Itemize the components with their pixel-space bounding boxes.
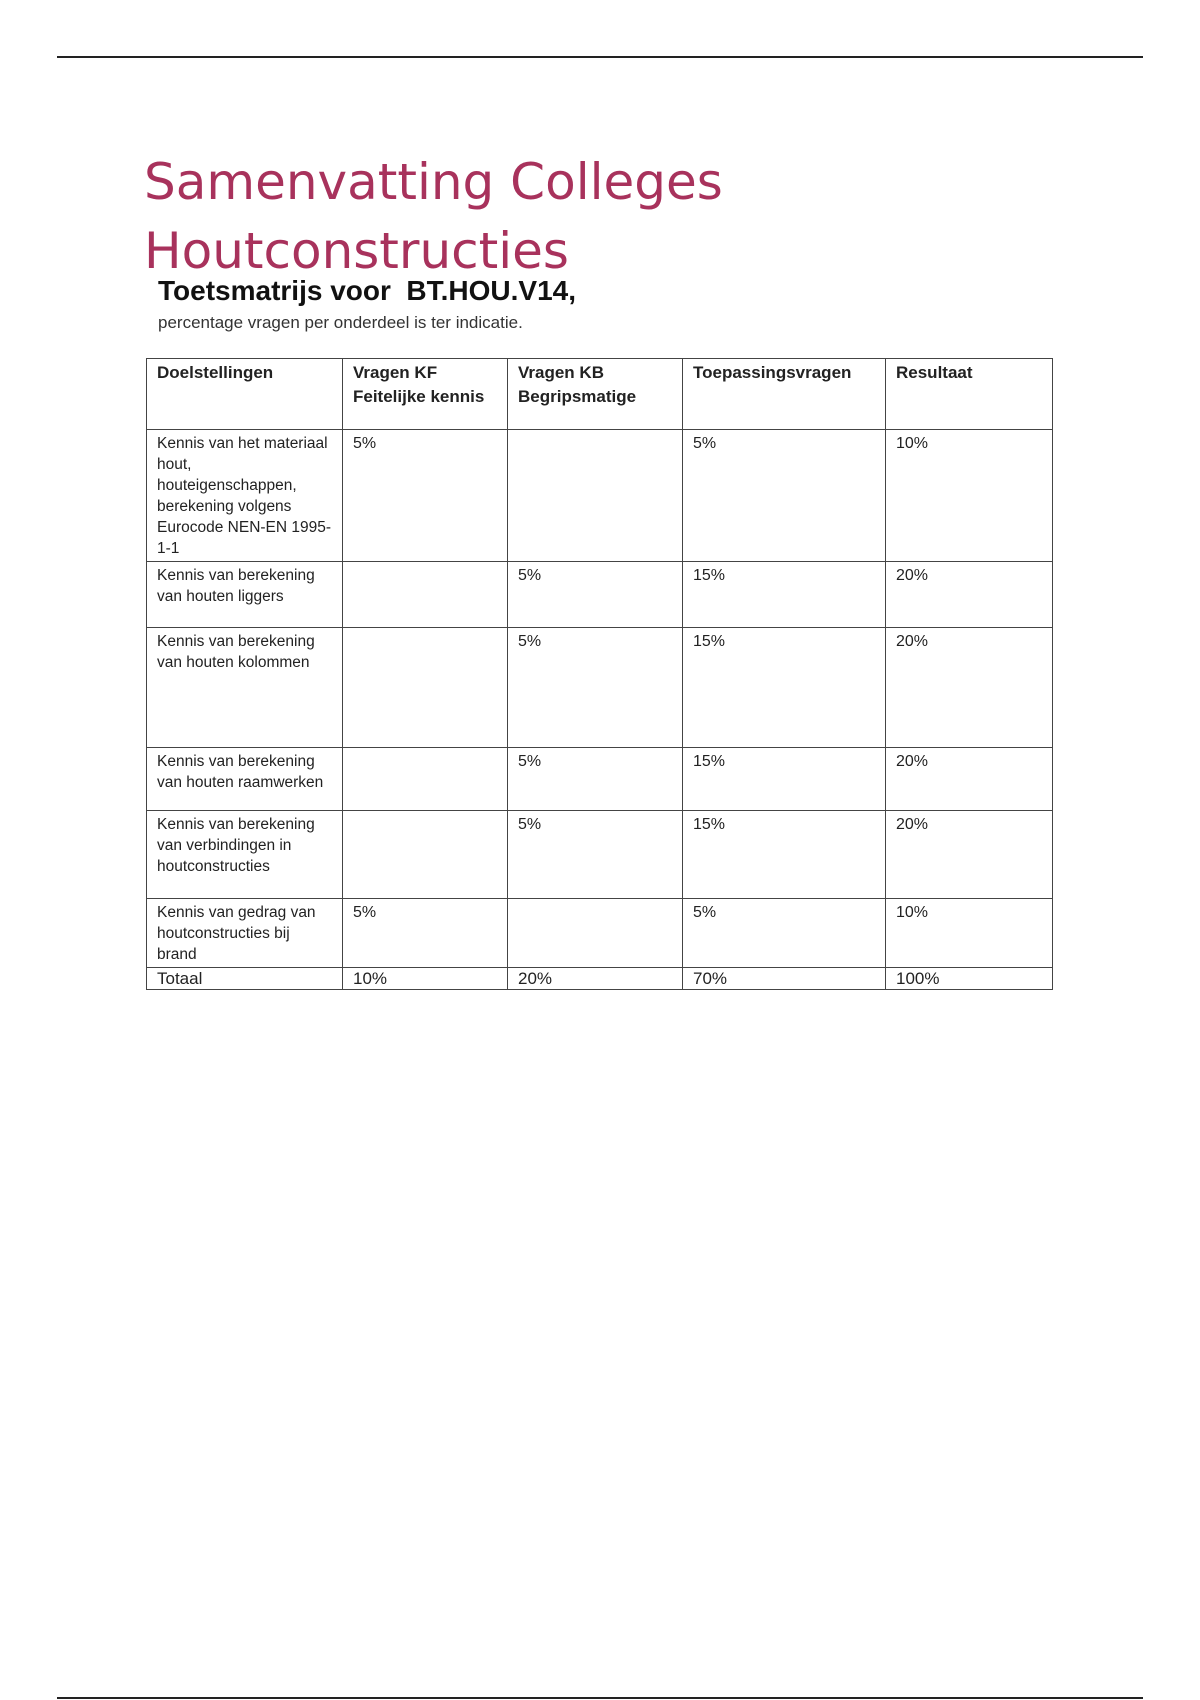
cell-kf: [343, 628, 508, 748]
cell-resultaat: 20%: [886, 562, 1053, 628]
cell-resultaat: 20%: [886, 748, 1053, 811]
title-line-2: Houtconstructies: [144, 222, 569, 280]
matrix-note: percentage vragen per onderdeel is ter indicatie.: [158, 313, 523, 332]
cell-total-kb: 20%: [508, 968, 683, 990]
cell-kf: 5%: [343, 899, 508, 968]
table-total-row: [147, 968, 1053, 990]
cell-goal: Kennis van gedrag van houtconstructies bij brand: [147, 899, 343, 968]
document-title: [144, 148, 1044, 286]
cell-toepassing: 15%: [683, 628, 886, 748]
cell-toepassing: 15%: [683, 811, 886, 899]
cell-total-toepassing: 70%: [683, 968, 886, 990]
matrix-heading: Toetsmatrijs voor BT.HOU.V14,: [158, 275, 577, 306]
cell-kf: 5%: [343, 430, 508, 562]
cell-kf: [343, 811, 508, 899]
cell-kb: [508, 430, 683, 562]
header-vragen-kb: Vragen KB Begripsmatige: [508, 359, 683, 430]
cell-resultaat: 10%: [886, 899, 1053, 968]
table-header-row: [147, 359, 1053, 430]
cell-kb: 5%: [508, 628, 683, 748]
cell-goal: Kennis van berekening van verbindingen in houtconstructies: [147, 811, 343, 899]
cell-kf: [343, 748, 508, 811]
cell-goal: Kennis van berekening van houten kolommen: [147, 628, 343, 748]
title-line-1: Samenvatting Colleges: [144, 153, 723, 211]
cell-resultaat: 20%: [886, 628, 1053, 748]
bottom-rule: [57, 1697, 1143, 1699]
header-toepassingsvragen: Toepassingsvragen: [683, 359, 886, 430]
cell-kb: 5%: [508, 562, 683, 628]
cell-kb: 5%: [508, 748, 683, 811]
cell-toepassing: 5%: [683, 899, 886, 968]
header-resultaat: Resultaat: [886, 359, 1053, 430]
header-doelstellingen: Doelstellingen: [147, 359, 343, 430]
cell-toepassing: 15%: [683, 562, 886, 628]
cell-kf: [343, 562, 508, 628]
cell-goal: Kennis van berekening van houten raamwerken: [147, 748, 343, 811]
header-vragen-kf: Vragen KF Feitelijke kennis: [343, 359, 508, 430]
table-row: [147, 430, 1053, 562]
table-row: [147, 562, 1053, 628]
cell-toepassing: 5%: [683, 430, 886, 562]
cell-total-label: Totaal: [147, 968, 343, 990]
table-row: [147, 748, 1053, 811]
toetsmatrijs-table: [146, 358, 1053, 990]
cell-resultaat: 20%: [886, 811, 1053, 899]
cell-total-resultaat: 100%: [886, 968, 1053, 990]
table-row: [147, 899, 1053, 968]
top-rule: [57, 56, 1143, 58]
table-row: [147, 628, 1053, 748]
cell-goal: Kennis van het materiaal hout, houteigenschappen, berekening volgens Eurocode NEN-EN 1995-1-1: [147, 430, 343, 562]
cell-resultaat: 10%: [886, 430, 1053, 562]
cell-kb: 5%: [508, 811, 683, 899]
cell-toepassing: 15%: [683, 748, 886, 811]
cell-kb: [508, 899, 683, 968]
cell-goal: Kennis van berekening van houten liggers: [147, 562, 343, 628]
table-row: [147, 811, 1053, 899]
cell-total-kf: 10%: [343, 968, 508, 990]
